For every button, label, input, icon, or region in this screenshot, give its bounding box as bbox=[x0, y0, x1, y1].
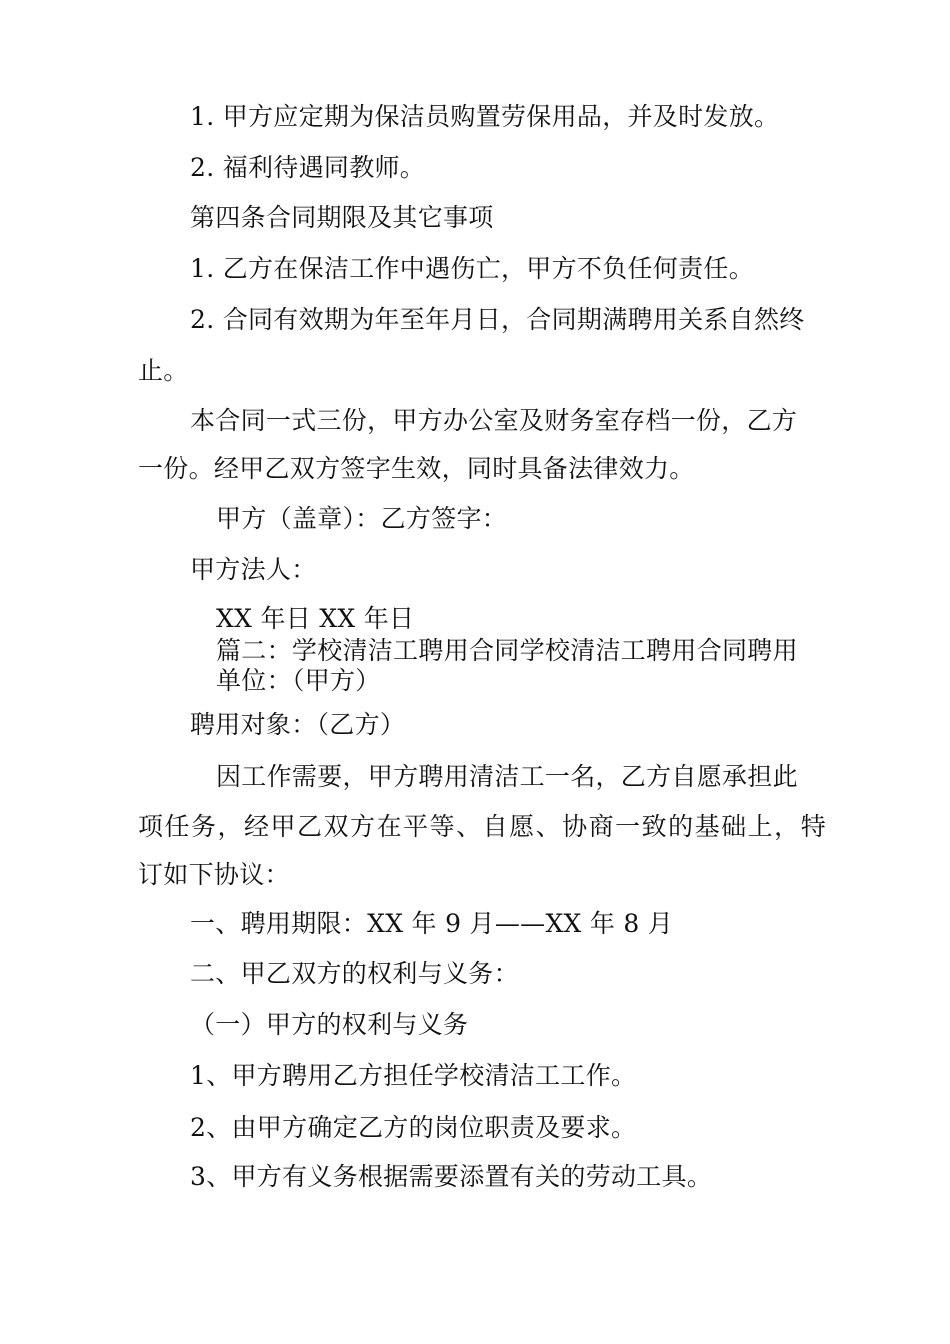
signature-line: 甲方法人： bbox=[190, 555, 317, 584]
paragraph-line: 聘用对象：（乙方） bbox=[190, 710, 406, 739]
paragraph-line: 2. 合同有效期为年至年月日，合同期满聘用关系自然终 bbox=[190, 305, 805, 334]
section-heading: 篇二：学校清洁工聘用合同学校清洁工聘用合同聘用 bbox=[216, 636, 798, 665]
paragraph-line: 一份。经甲乙双方签字生效，同时具备法律效力。 bbox=[138, 454, 695, 483]
paragraph-line: 一、聘用期限：XX 年 9 月——XX 年 8 月 bbox=[190, 909, 674, 938]
signature-line: 甲方（盖章）：乙方签字： bbox=[216, 504, 508, 533]
paragraph-line: 2、由甲方确定乙方的岗位职责及要求。 bbox=[190, 1113, 637, 1142]
paragraph-line: 1. 甲方应定期为保洁员购置劳保用品，并及时发放。 bbox=[190, 102, 780, 131]
paragraph-line: 单位：（甲方） bbox=[216, 666, 381, 695]
paragraph-line: 项任务，经甲乙双方在平等、自愿、协商一致的基础上，特 bbox=[138, 812, 826, 841]
paragraph-line: 二、甲乙双方的权利与义务： bbox=[190, 959, 519, 988]
date-line: XX 年日 XX 年日 bbox=[216, 604, 415, 633]
paragraph-line: 1. 乙方在保洁工作中遇伤亡，甲方不负任何责任。 bbox=[190, 254, 755, 283]
paragraph-line: 1、甲方聘用乙方担任学校清洁工工作。 bbox=[190, 1061, 637, 1090]
section-heading: （一）甲方的权利与义务 bbox=[190, 1010, 469, 1039]
paragraph-line: 3、甲方有义务根据需要添置有关的劳动工具。 bbox=[190, 1162, 713, 1191]
paragraph-line: 2. 福利待遇同教师。 bbox=[190, 153, 426, 182]
paragraph-line: 止。 bbox=[138, 356, 189, 385]
section-heading: 第四条合同期限及其它事项 bbox=[190, 203, 494, 232]
paragraph-line: 因工作需要，甲方聘用清洁工一名，乙方自愿承担此 bbox=[216, 762, 798, 791]
paragraph-line: 本合同一式三份，甲方办公室及财务室存档一份，乙方 bbox=[190, 406, 798, 435]
paragraph-line: 订如下协议： bbox=[138, 860, 290, 889]
